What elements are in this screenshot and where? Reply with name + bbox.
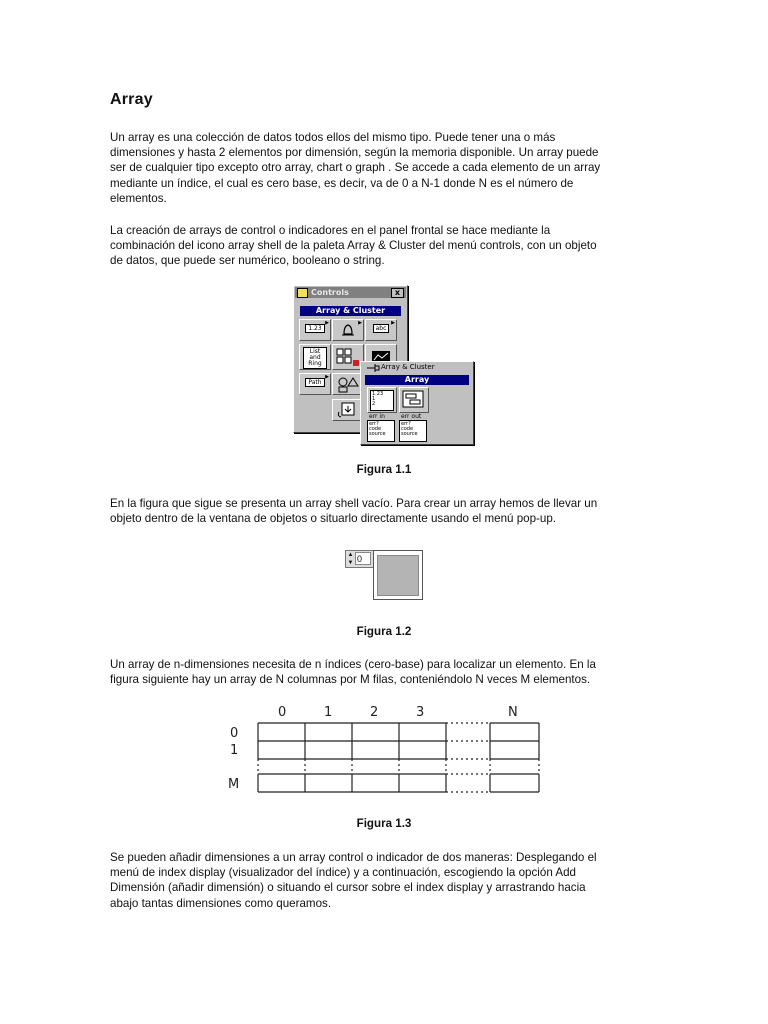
array-shell-preview	[370, 390, 394, 411]
error-in-cluster[interactable]	[367, 420, 395, 442]
text-line: dimensiones y hasta 2 elementos por dimensión, según la memoria disponible. Un array puede	[110, 146, 599, 160]
figure-1-3	[220, 704, 550, 800]
paragraph-empty-shell	[110, 496, 665, 526]
paragraph-add-dimensions	[110, 850, 665, 911]
text-line: En la figura que sigue se presenta un array shell vacío. Para crear un array hemos de llevar un	[110, 497, 598, 510]
array-element-window[interactable]	[373, 550, 423, 600]
text-line: Dimensión (añadir dimensión) o situando el cursor sobre el index display y arrastrando hacia	[110, 881, 586, 895]
err-row: source	[401, 431, 418, 437]
column-label: 1	[324, 705, 333, 720]
numeric-box: 1.23	[305, 324, 324, 333]
list-ring-palette-button[interactable]	[299, 344, 331, 370]
numeric-palette-button[interactable]	[299, 319, 331, 341]
err-row: err?	[369, 421, 379, 427]
text-line: La creación de arrays de control o indicadores en el panel frontal se hace mediante la	[110, 224, 551, 237]
column-label: 2	[370, 705, 379, 720]
submenu-arrow-icon: ▶	[391, 320, 395, 326]
subpalette-title: Array & Cluster	[381, 363, 435, 371]
err-row: source	[369, 431, 386, 437]
text-line: de datos, que puede ser numérico, booleano o string.	[110, 254, 385, 268]
index-value[interactable]: 0	[355, 552, 371, 565]
text-line: abajo tantas dimensiones como queramos.	[110, 896, 332, 910]
text-line: Se pueden añadir dimensiones a un array control o indicador de dos maneras: Desplegando el	[110, 851, 597, 864]
row-label: 1	[230, 743, 239, 758]
paragraph-creation	[110, 223, 665, 269]
index-display[interactable]	[345, 550, 374, 568]
shapes-icon	[333, 374, 363, 394]
empty-array-shell	[345, 548, 425, 603]
array-cluster-header: Array & Cluster	[300, 306, 401, 316]
close-icon[interactable]: x	[391, 288, 404, 298]
array-cluster-subpalette	[360, 361, 474, 445]
array-empty-element	[377, 555, 419, 596]
path-box: Path	[305, 378, 324, 387]
row-label: M	[228, 777, 240, 792]
text-line: objeto dentro de la ventana de objetos o situarlo directamente usando el menú pop-up.	[110, 512, 557, 526]
labview-icon	[297, 288, 308, 298]
select-control-icon	[333, 400, 363, 420]
controls-palette-title: Controls	[311, 288, 349, 297]
cluster-icon	[400, 388, 428, 412]
string-palette-button[interactable]	[365, 319, 397, 341]
text-line: ser de cualquier tipo excepto otro array, chart o graph . Se accede a cada elemento de un array	[110, 161, 601, 175]
array-cell-value: 2	[372, 401, 376, 407]
text-line: menú de index display (visualizador del índice) y a continuación, escogiendo la opción Add	[110, 866, 576, 880]
array-subheader: Array	[365, 375, 469, 385]
list-ring-line: List	[309, 348, 321, 355]
paragraph-intro	[110, 130, 665, 206]
array-cell-value: 1.23	[372, 391, 384, 397]
err-row: code	[401, 426, 414, 432]
cluster-shell-button[interactable]	[399, 387, 429, 413]
err-out-label: err out	[401, 413, 422, 420]
column-label: 3	[416, 705, 425, 720]
text-line: Un array de n-dimensiones necesita de n índices (cero-base) para localizar un elemento. En la	[110, 658, 596, 671]
text-line: elementos.	[110, 191, 167, 205]
path-palette-button[interactable]	[299, 373, 331, 395]
controls-palette-titlebar	[295, 287, 406, 298]
error-out-cluster[interactable]	[399, 420, 427, 442]
string-box: abc	[373, 324, 390, 333]
submenu-arrow-icon: ▶	[325, 374, 329, 380]
figure-1-2-caption: Figura 1.2	[356, 625, 412, 638]
submenu-arrow-icon: ▶	[358, 320, 362, 326]
pushpin-icon[interactable]	[365, 363, 381, 373]
paragraph-n-dimensions	[110, 657, 665, 687]
row-label: 0	[230, 726, 239, 741]
array-shell-button[interactable]	[367, 387, 397, 413]
err-row: err?	[401, 421, 411, 427]
array-cell-value: 1	[372, 396, 376, 402]
submenu-arrow-icon: ▶	[325, 320, 329, 326]
page-title: Array	[110, 91, 153, 108]
text-line: figura siguiente hay un array de N columnas por M filas, conteniéndolo N veces M elementos.	[110, 673, 591, 687]
text-line: Un array es una colección de datos todos ellos del mismo tipo. Puede tener una o más	[110, 131, 556, 144]
list-ring-line: Ring	[308, 360, 322, 367]
array-cluster-icon	[333, 345, 363, 369]
index-increment-icon[interactable]: ▲ ▼	[347, 552, 354, 566]
array-grid	[220, 704, 550, 800]
figure-1-1-caption: Figura 1.1	[356, 463, 412, 476]
text-line: combinación del icono array shell de la paleta Array & Cluster del menú controls, con un objeto	[110, 239, 597, 253]
err-row: code	[369, 426, 382, 432]
err-in-label: err in	[369, 413, 385, 420]
boolean-palette-button[interactable]	[332, 319, 364, 341]
figure-1-3-caption: Figura 1.3	[356, 817, 412, 830]
list-ring-line: and	[309, 354, 321, 361]
column-label: 0	[278, 705, 287, 720]
column-label: N	[508, 705, 518, 720]
text-line: mediante un índice, el cual es cero base, es decir, va de 0 a N-1 donde N es el número de	[110, 176, 574, 190]
